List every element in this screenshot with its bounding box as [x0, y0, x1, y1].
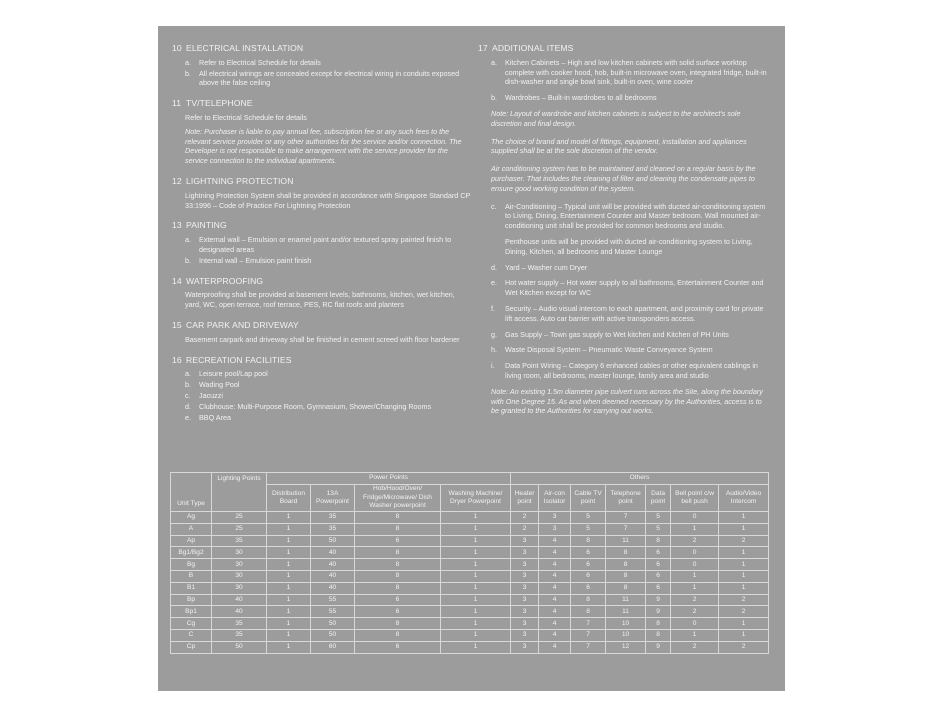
item-key: e.: [185, 412, 191, 422]
header-unit-type: Unit Type: [171, 473, 212, 512]
header-hob-powerpoint: Hob/Hood/Oven/ Fridge/Microwave/ Dish Washer powerpoint: [355, 485, 441, 512]
note-brand: The choice of brand and model of fittings, equipment, installation and appliances supplied shall be at the sole discretion of the vendor.: [491, 136, 747, 156]
section-title: [478, 44, 770, 54]
table-cell: 3: [511, 641, 539, 653]
table-cell: 4: [539, 582, 571, 594]
table-cell: 0: [671, 547, 719, 559]
list-item: [185, 413, 472, 423]
section-title: [172, 221, 472, 231]
table-cell: 5: [571, 512, 606, 524]
list-item-waste-disposal: [491, 345, 770, 355]
table-cell: 10: [606, 618, 646, 630]
table-cell: 1: [441, 618, 511, 630]
table-cell: 3: [539, 523, 571, 535]
list-item-wardrobes: [491, 93, 770, 103]
unit-type-cell: Ap: [171, 535, 212, 547]
table-row: [171, 512, 769, 524]
header-aircon-isolator: Air-con Isolator: [539, 485, 571, 512]
table-cell: 60: [311, 641, 355, 653]
table-cell: 1: [671, 523, 719, 535]
table-cell: 4: [539, 594, 571, 606]
unit-type-cell: C: [171, 629, 212, 641]
table-cell: 7: [571, 618, 606, 630]
table-cell: 35: [311, 523, 355, 535]
right-column: [478, 44, 770, 427]
table-cell: 1: [441, 594, 511, 606]
table-cell: 6: [571, 559, 606, 571]
table-cell: 35: [212, 629, 267, 641]
table-cell: 4: [539, 606, 571, 618]
table-cell: 3: [511, 559, 539, 571]
table-cell: 3: [511, 629, 539, 641]
table-cell: 1: [267, 570, 311, 582]
table-cell: 8: [355, 629, 441, 641]
table-cell: 2: [719, 606, 769, 618]
table-cell: 4: [539, 570, 571, 582]
table-cell: 1: [719, 559, 769, 571]
header-13a-powerpoint: 13A Powerpoint: [311, 485, 355, 512]
table-cell: 1: [719, 547, 769, 559]
section-title: [172, 277, 472, 287]
item-text: Refer to Electrical Schedule for details: [199, 57, 321, 67]
section-title: [172, 356, 472, 366]
table-cell: 8: [571, 606, 606, 618]
unit-type-cell: Bp1: [171, 606, 212, 618]
table-cell: 1: [441, 570, 511, 582]
header-lighting-points: Lighting Points: [212, 473, 267, 512]
section-heading: ADDITIONAL ITEMS: [492, 43, 574, 53]
list-item-data-point: [491, 361, 770, 381]
item-text: Hot water supply – Hot water supply to all bathrooms, Entertainment Counter and Wet Kitchen except for WC: [505, 278, 764, 298]
section-number: 10: [172, 43, 182, 53]
item-text: Kitchen Cabinets – High and low kitchen cabinets with solid surface worktop complete with cooker hood, hob, built-in microwave oven, integrated fridge, built-in dish-washer and single bowl sink, built-in oven, wine cooler: [505, 57, 767, 87]
table-cell: 8: [606, 559, 646, 571]
table-cell: 3: [511, 547, 539, 559]
electrical-schedule-table: [170, 472, 769, 654]
table-cell: 11: [606, 606, 646, 618]
section-heading: CAR PARK AND DRIVEWAY: [186, 319, 299, 330]
section-number: 12: [172, 175, 182, 186]
header-telephone-point: Telephone point: [606, 485, 646, 512]
section-waterproofing: [172, 277, 472, 310]
table-cell: 2: [671, 594, 719, 606]
table-cell: 1: [267, 582, 311, 594]
table-cell: 1: [441, 629, 511, 641]
table-cell: 3: [539, 512, 571, 524]
table-cell: 7: [571, 629, 606, 641]
section-title: [172, 99, 472, 109]
table-cell: 8: [355, 523, 441, 535]
table-cell: 50: [212, 641, 267, 653]
table-cell: 6: [355, 606, 441, 618]
item-text: Air-Conditioning – Typical unit will be provided with ducted air-conditioning system to Living, Dining, Entertainment Counter and Master bedroom. Wall mounted air-conditioning unit shall be provided for common bedrooms and studio.: [505, 201, 766, 231]
list-item: [185, 58, 472, 68]
item-text: Yard – Washer cum Dryer: [505, 262, 588, 272]
list-item-yard: [491, 263, 770, 273]
table-cell: 1: [267, 618, 311, 630]
header-data-point: Data point: [646, 485, 671, 512]
table-cell: 3: [511, 570, 539, 582]
section-text: Lightning Protection System shall be provided in accordance with Singapore Standard CP 33:1996 – Code of Practice For Lightning Protection: [185, 190, 471, 210]
item-key: d.: [491, 262, 497, 272]
table-cell: 3: [511, 582, 539, 594]
table-cell: 35: [212, 618, 267, 630]
table-cell: 6: [646, 570, 671, 582]
table-cell: 1: [671, 629, 719, 641]
table-cell: 40: [311, 547, 355, 559]
table-cell: 1: [267, 594, 311, 606]
table-cell: 30: [212, 547, 267, 559]
item-key: i.: [491, 361, 495, 371]
section-car-park: [172, 321, 472, 345]
table-cell: 1: [267, 606, 311, 618]
table-cell: 1: [441, 512, 511, 524]
table-cell: 1: [267, 535, 311, 547]
list-item: [185, 380, 472, 390]
table-cell: 1: [267, 559, 311, 571]
unit-type-cell: Cp: [171, 641, 212, 653]
list-item-air-conditioning: [491, 202, 770, 231]
table-cell: 8: [606, 582, 646, 594]
table-cell: 6: [646, 547, 671, 559]
table-cell: 8: [606, 570, 646, 582]
table-cell: 8: [571, 535, 606, 547]
header-others: Others: [511, 473, 769, 485]
table-cell: 1: [267, 547, 311, 559]
table-body: [171, 512, 769, 654]
table-cell: 10: [606, 629, 646, 641]
table-cell: 1: [441, 547, 511, 559]
unit-type-cell: Cg: [171, 618, 212, 630]
table-group-header: [171, 473, 769, 485]
table-cell: 40: [212, 594, 267, 606]
table-cell: 6: [571, 547, 606, 559]
list-item: [185, 391, 472, 401]
section-heading: RECREATION FACILITIES: [186, 354, 292, 365]
table-cell: 1: [267, 629, 311, 641]
table-cell: 3: [511, 594, 539, 606]
table-cell: 4: [539, 559, 571, 571]
item-key: c.: [185, 390, 191, 400]
table-cell: 3: [511, 618, 539, 630]
table-cell: 9: [646, 594, 671, 606]
header-bell-point: Bell point c/w bell push: [671, 485, 719, 512]
item-text: Internal wall – Emulsion paint finish: [199, 255, 312, 265]
table-cell: 25: [212, 512, 267, 524]
table-cell: 9: [646, 606, 671, 618]
table-cell: 1: [441, 641, 511, 653]
section-tv-telephone: [172, 99, 472, 166]
table-cell: 8: [646, 629, 671, 641]
table-cell: 1: [441, 582, 511, 594]
section-title: [172, 177, 472, 187]
table-cell: 30: [212, 559, 267, 571]
table-cell: 5: [646, 523, 671, 535]
table-cell: 25: [212, 523, 267, 535]
table-cell: 50: [311, 629, 355, 641]
table-cell: 8: [355, 512, 441, 524]
item-text: All electrical wirings are concealed except for electrical wiring in conduits exposed above the false ceiling: [199, 68, 460, 88]
section-note: Note: Purchaser is liable to pay annual fee, subscription fee or any such fees to the relevant service provider or any other authorities for the service and/or connection. The Developer is not responsible to make arrangement with the service provider for the service connection to the individual apartments.: [185, 126, 462, 166]
list-item: [185, 369, 472, 379]
section-number: 15: [172, 319, 182, 330]
table-row: [171, 606, 769, 618]
table-cell: 2: [671, 535, 719, 547]
list-item: [185, 69, 472, 89]
table-row: [171, 559, 769, 571]
table-cell: 5: [646, 512, 671, 524]
note-air-conditioning: Air conditioning system has to be maintained and cleaned on a regular basis by the purchaser. That includes the cleaning of filter and cleaning the condensate pipes to ensure good working condition of the system.: [491, 164, 756, 193]
section-heading: LIGHTNING PROTECTION: [186, 175, 294, 186]
item-key: h.: [491, 345, 497, 355]
table-cell: 0: [671, 618, 719, 630]
list-item-kitchen-cabinets: [491, 58, 770, 87]
table-cell: 8: [571, 594, 606, 606]
section-title: [172, 44, 472, 54]
table-row: [171, 582, 769, 594]
section-heading: WATERPROOFING: [186, 275, 264, 286]
specification-page: [158, 26, 785, 691]
item-text: External wall – Emulsion or enamel paint and/or textured spray painted finish to designated areas: [199, 235, 452, 254]
table-cell: 1: [267, 512, 311, 524]
section-number: 16: [172, 354, 182, 365]
item-text: Gas Supply – Town gas supply to Wet kitchen and Kitchen of PH Units: [505, 329, 729, 339]
table-row: [171, 629, 769, 641]
table-cell: 2: [671, 641, 719, 653]
table-cell: 4: [539, 629, 571, 641]
table-cell: 1: [441, 559, 511, 571]
item-key: g.: [491, 329, 497, 339]
table-cell: 6: [355, 641, 441, 653]
table-cell: 8: [646, 535, 671, 547]
section-number: 14: [172, 275, 182, 286]
list-item-hot-water: [491, 278, 770, 298]
table-cell: 2: [511, 512, 539, 524]
section-number: 13: [172, 220, 182, 231]
section-text: Basement carpark and driveway shall be finished in cement screed with floor hardener: [185, 334, 460, 344]
table-cell: 30: [212, 582, 267, 594]
table-cell: 3: [511, 606, 539, 618]
table-cell: 2: [671, 606, 719, 618]
item-text: Waste Disposal System – Pneumatic Waste Conveyance System: [505, 345, 713, 355]
table-cell: 0: [671, 512, 719, 524]
table-cell: 5: [571, 523, 606, 535]
table-cell: 35: [212, 535, 267, 547]
section-text: Refer to Electrical Schedule for details: [185, 112, 307, 122]
table-cell: 1: [441, 535, 511, 547]
header-heater-point: Heater point: [511, 485, 539, 512]
list-item-gas-supply: [491, 330, 770, 340]
item-text: Wardrobes – Built-in wardrobes to all bedrooms: [505, 93, 657, 103]
item-text: BBQ Area: [199, 412, 231, 422]
section-number: 17: [478, 43, 488, 53]
header-power-points: Power Points: [267, 473, 511, 485]
table-cell: 1: [671, 582, 719, 594]
table-row: [171, 523, 769, 535]
table-row: [171, 618, 769, 630]
item-text: Wading Pool: [199, 380, 240, 390]
list-item-security: [491, 304, 770, 324]
table-cell: 1: [671, 570, 719, 582]
unit-type-cell: Bg: [171, 559, 212, 571]
table-row: [171, 547, 769, 559]
penthouse-note: Penthouse units will be provided with ducted air-conditioning system to Living, Dining, Kitchen, all bedrooms and Master Lounge: [505, 236, 753, 256]
unit-type-cell: Bp: [171, 594, 212, 606]
note-pipe-culvert: Note: An existing 1.5m diameter pipe culvert runs across the Site, along the boundary with One Degree 15. As and when deemed necessary by the Authorities, access is to be granted to the Authorities for carrying out works.: [491, 386, 763, 416]
item-key: f.: [491, 303, 495, 313]
section-painting: [172, 221, 472, 265]
item-text: Clubhouse: Multi-Purpose Room, Gymnasium, Shower/Changing Rooms: [199, 401, 432, 411]
table-row: [171, 570, 769, 582]
unit-type-cell: Ag: [171, 512, 212, 524]
table-cell: 1: [441, 523, 511, 535]
item-key: d.: [185, 401, 191, 411]
table-cell: 7: [606, 523, 646, 535]
table-cell: 11: [606, 594, 646, 606]
table-cell: 40: [311, 570, 355, 582]
section-electrical-installation: [172, 44, 472, 88]
unit-type-cell: B1: [171, 582, 212, 594]
section-recreation-facilities: [172, 356, 472, 423]
table-cell: 4: [539, 641, 571, 653]
unit-type-cell: Bg1/Bg2: [171, 547, 212, 559]
table-cell: 50: [311, 535, 355, 547]
table-cell: 30: [212, 570, 267, 582]
table-cell: 1: [719, 512, 769, 524]
table-cell: 1: [441, 606, 511, 618]
table-cell: 8: [646, 618, 671, 630]
table-cell: 8: [355, 618, 441, 630]
table-row: [171, 641, 769, 653]
section-heading: TV/TELEPHONE: [186, 98, 253, 109]
item-key: a.: [491, 57, 497, 67]
table-cell: 1: [719, 570, 769, 582]
table-cell: 8: [355, 582, 441, 594]
item-key: c.: [491, 201, 497, 211]
table-cell: 9: [646, 641, 671, 653]
table-cell: 11: [606, 535, 646, 547]
table-cell: 3: [511, 535, 539, 547]
table-cell: 40: [311, 582, 355, 594]
table-cell: 1: [267, 641, 311, 653]
section-lightning-protection: [172, 177, 472, 210]
table-cell: 35: [311, 512, 355, 524]
table-cell: 40: [311, 559, 355, 571]
section-additional-items: [478, 44, 770, 416]
item-text: Jacuzzi: [199, 390, 223, 400]
table-cell: 4: [539, 547, 571, 559]
header-washing-machine-powerpoint: Washing Machine/ Dryer Powerpoint: [441, 485, 511, 512]
table-cell: 2: [719, 594, 769, 606]
table-cell: 1: [719, 523, 769, 535]
table-cell: 1: [719, 618, 769, 630]
section-heading: PAINTING: [186, 220, 227, 231]
table-cell: 1: [719, 582, 769, 594]
table-cell: 8: [355, 570, 441, 582]
item-key: a.: [185, 369, 191, 379]
table-cell: 2: [511, 523, 539, 535]
table-row: [171, 535, 769, 547]
left-column: [172, 44, 472, 433]
table-cell: 40: [212, 606, 267, 618]
table-cell: 50: [311, 618, 355, 630]
table-cell: 2: [719, 641, 769, 653]
unit-type-cell: A: [171, 523, 212, 535]
table-cell: 12: [606, 641, 646, 653]
item-key: b.: [185, 380, 191, 390]
section-title: [172, 321, 472, 331]
section-heading: ELECTRICAL INSTALLATION: [186, 43, 304, 53]
item-text: Leisure pool/Lap pool: [199, 369, 268, 379]
list-item: [185, 256, 472, 266]
section-number: 11: [172, 98, 182, 109]
table-cell: 55: [311, 606, 355, 618]
table-cell: 1: [719, 629, 769, 641]
table-cell: 7: [606, 512, 646, 524]
table-cell: 1: [267, 523, 311, 535]
table-cell: 0: [671, 559, 719, 571]
item-key: b.: [491, 93, 497, 103]
table-cell: 8: [355, 559, 441, 571]
table-row: [171, 594, 769, 606]
item-key: b.: [185, 255, 191, 265]
header-av-intercom: Audio/Video Intercom: [719, 485, 769, 512]
table-cell: 8: [606, 547, 646, 559]
table-cell: 2: [719, 535, 769, 547]
list-item: [185, 235, 472, 255]
item-key: a.: [185, 235, 191, 245]
table-cell: 4: [539, 618, 571, 630]
item-key: b.: [185, 68, 191, 78]
table-cell: 6: [646, 582, 671, 594]
table-cell: 55: [311, 594, 355, 606]
item-text: Security – Audio visual intercom to each apartment, and proximity card for private lift access. Auto car barrier with active transponders access.: [505, 303, 764, 323]
table-cell: 8: [355, 547, 441, 559]
note-layout: Note: Layout of wardrobe and kitchen cabinets is subject to the architect's sole discretion and final design.: [491, 108, 741, 128]
item-text: Data Point Wiring – Category 6 enhanced cables or other equivalent cablings in living room, all bedrooms, master lounge, family area and studio: [505, 361, 758, 380]
header-cable-tv-point: Cable TV point: [571, 485, 606, 512]
header-distribution-board: Distribution Board: [267, 485, 311, 512]
list-item: [185, 402, 472, 412]
table-cell: 6: [571, 570, 606, 582]
table-cell: 7: [571, 641, 606, 653]
table-cell: 6: [355, 535, 441, 547]
table-cell: 6: [646, 559, 671, 571]
item-key: a.: [185, 57, 191, 67]
section-text: Waterproofing shall be provided at basement levels, bathrooms, kitchen, wet kitchen, yard, WC, open terrace, roof terrace, PES, RC flat roofs and planters: [185, 290, 455, 310]
table-cell: 6: [571, 582, 606, 594]
table-cell: 4: [539, 535, 571, 547]
table-cell: 6: [355, 594, 441, 606]
unit-type-cell: B: [171, 570, 212, 582]
item-key: e.: [491, 278, 497, 288]
